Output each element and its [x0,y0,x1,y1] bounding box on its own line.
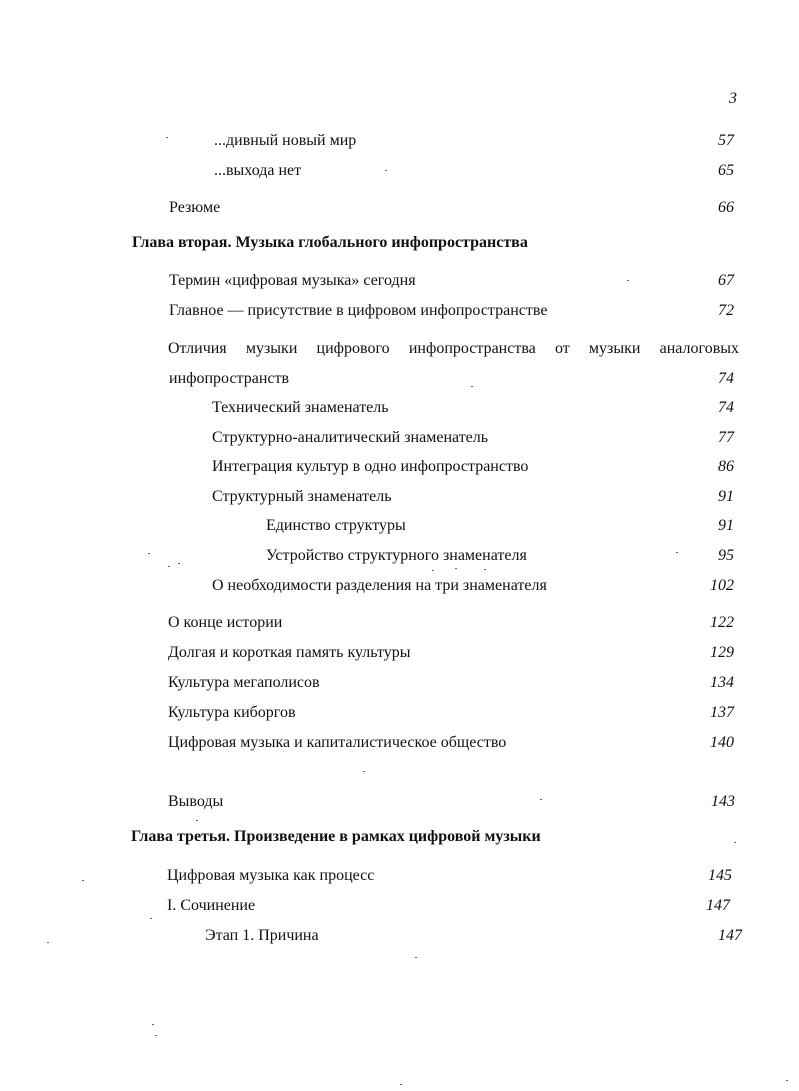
toc-entry-multiline [168,334,739,364]
scan-speck [168,566,170,567]
toc-entry-page: 77 [718,429,734,446]
page-number: 3 [729,90,737,107]
chapter-heading: Глава третья. Произведение в рамках цифровой музыки [131,828,541,845]
toc-entry-page: 86 [718,458,734,475]
scan-speck [455,568,457,569]
toc-entry-page: 66 [718,199,734,216]
toc-entry-page: 102 [710,577,734,594]
toc-entry-page: 147 [706,897,730,914]
toc-entry-title: Резюме [169,199,221,216]
toc-entry-title: I. Сочинение [167,897,256,914]
scan-speck [627,280,629,281]
scan-speck [484,569,486,570]
scan-speck [400,1084,402,1085]
toc-entry-page: 74 [718,399,734,416]
scan-speck [82,880,84,881]
toc-entry-title-line: инфопространств [169,370,290,387]
toc-entry-title: Устройство структурного знаменателя [266,547,527,564]
scan-speck [166,137,168,138]
scan-speck [178,563,180,564]
scan-speck [471,386,473,387]
scan-speck [363,771,365,772]
toc-entry-page: 143 [711,793,735,810]
toc-entry-page: 65 [718,162,734,179]
toc-entry-title: ...выхода нет [214,162,302,179]
toc-entry-title: Культура мегаполисов [168,674,320,691]
toc-entry-title: Этап 1. Причина [205,927,319,944]
toc-entry-title: Структурно-аналитический знаменатель [212,429,489,446]
toc-entry-title: О необходимости разделения на три знаменателя [212,577,547,594]
toc-entry-title: Единство структуры [266,517,406,534]
toc-entry-title: Главное — присутствие в цифровом инфопространстве [169,302,548,319]
toc-entry-page: 122 [710,614,734,631]
toc-entry-title: Цифровая музыка и капиталистическое общество [168,734,507,751]
scan-speck [540,799,542,800]
toc-entry-page: 57 [718,132,734,149]
toc-entry-page: 137 [710,704,734,721]
toc-entry-page: 145 [708,867,732,884]
toc-entry-title: О конце истории [168,614,283,631]
toc-entry-title: Выводы [168,793,224,810]
scan-speck [155,1035,157,1036]
toc-entry-title: Интеграция культур в одно инфопространство [212,458,529,475]
toc-entry-page: 95 [718,547,734,564]
scan-speck [676,552,678,553]
toc-entry-title: Термин «цифровая музыка» сегодня [169,272,416,289]
toc-entry-title: Долгая и короткая память культуры [168,644,411,661]
scan-speck [150,918,152,919]
scan-speck [196,820,198,821]
scan-speck [385,170,387,171]
scan-speck [148,553,150,554]
scan-speck [432,570,434,571]
scan-speck [152,1024,154,1025]
scan-speck [415,957,417,958]
toc-entry-title: ...дивный новый мир [214,132,357,149]
toc-entry-page: 129 [710,644,734,661]
toc-entry-page: 91 [718,517,734,534]
toc-entry-page: 72 [718,302,734,319]
toc-entry-page: 134 [710,674,734,691]
toc-entry-title: Технический знаменатель [212,399,389,416]
scan-speck [786,1080,788,1081]
toc-entry-page: 91 [718,488,734,505]
toc-entry-title: Культура киборгов [168,704,296,721]
toc-entry-page: 67 [718,272,734,289]
toc-entry-title: Структурный знаменатель [212,488,392,505]
toc-entry-page: 140 [710,734,734,751]
toc-entry-page: 147 [718,927,742,944]
toc-entry-title-line: Отличия музыки цифрового инфопространства от музыки аналоговых [168,340,739,357]
toc-entry-title: Цифровая музыка как процесс [167,867,375,884]
scan-speck [734,842,736,843]
scan-speck [47,942,49,943]
toc-entry-page: 74 [718,370,734,387]
chapter-heading: Глава вторая. Музыка глобального инфопространства [132,234,528,251]
